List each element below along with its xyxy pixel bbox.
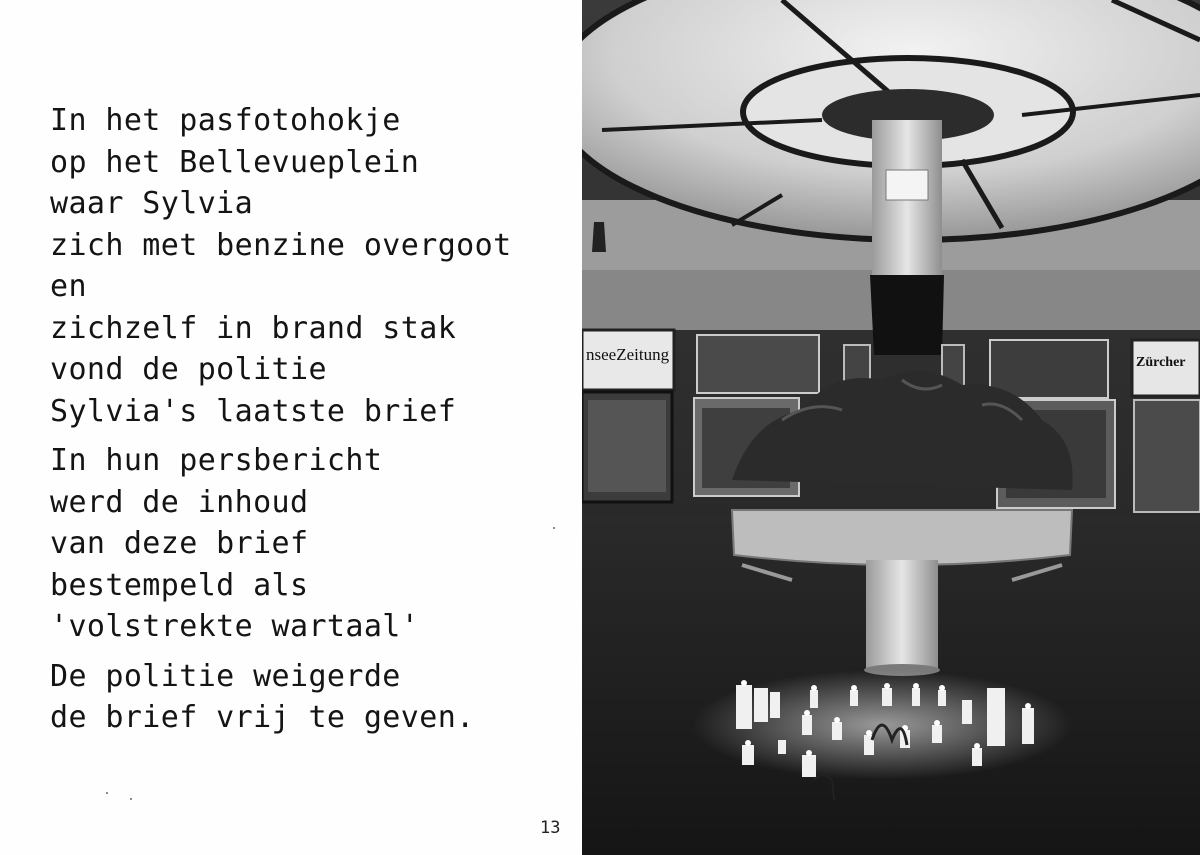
poem-line: zichzelf in brand stak (50, 310, 457, 346)
newspaper-sign-right-text: Zürcher (1136, 355, 1186, 370)
poem-line: In het pasfotohokje (50, 103, 401, 138)
poem-line: en (50, 269, 87, 304)
memorial-photo (582, 0, 1200, 855)
poem-line: zich met benzine overgoot (50, 227, 512, 263)
lamp (592, 222, 606, 252)
poem-line: werd de inhoud (50, 484, 309, 520)
page-number: 13 (540, 818, 561, 838)
poem-line: 'volstrekte wartaal' (50, 609, 420, 644)
poem-line: waar Sylvia (50, 186, 254, 221)
column-notice (886, 170, 928, 200)
poem-line: vond de politie (50, 352, 327, 387)
poem-line: van deze brief (50, 526, 309, 561)
poem-line: In hun persbericht (50, 443, 383, 478)
poem-line: De politie weigerde (50, 658, 401, 694)
poem-line: op het Bellevueplein (50, 144, 420, 180)
newspaper-sign-left-text: nseeZeitung (586, 345, 670, 364)
poem-stanza-3 (50, 656, 570, 739)
poem-stanza-1 (50, 100, 570, 432)
print-speck (130, 798, 132, 800)
column-base (866, 560, 938, 670)
poem (50, 100, 570, 747)
planter-ring (732, 510, 1072, 565)
column-dark-band (870, 275, 944, 355)
shop-window (697, 335, 819, 393)
text-page (0, 0, 582, 855)
photo-illustration (582, 0, 1200, 855)
poem-line: de brief vrij te geven. (50, 700, 475, 735)
poem-line: Sylvia's laatste brief (50, 393, 457, 429)
print-speck (553, 527, 555, 529)
poem-line: bestempeld als (50, 567, 309, 603)
poem-stanza-2 (50, 440, 570, 648)
print-speck (106, 792, 108, 794)
shop-window (990, 340, 1108, 398)
